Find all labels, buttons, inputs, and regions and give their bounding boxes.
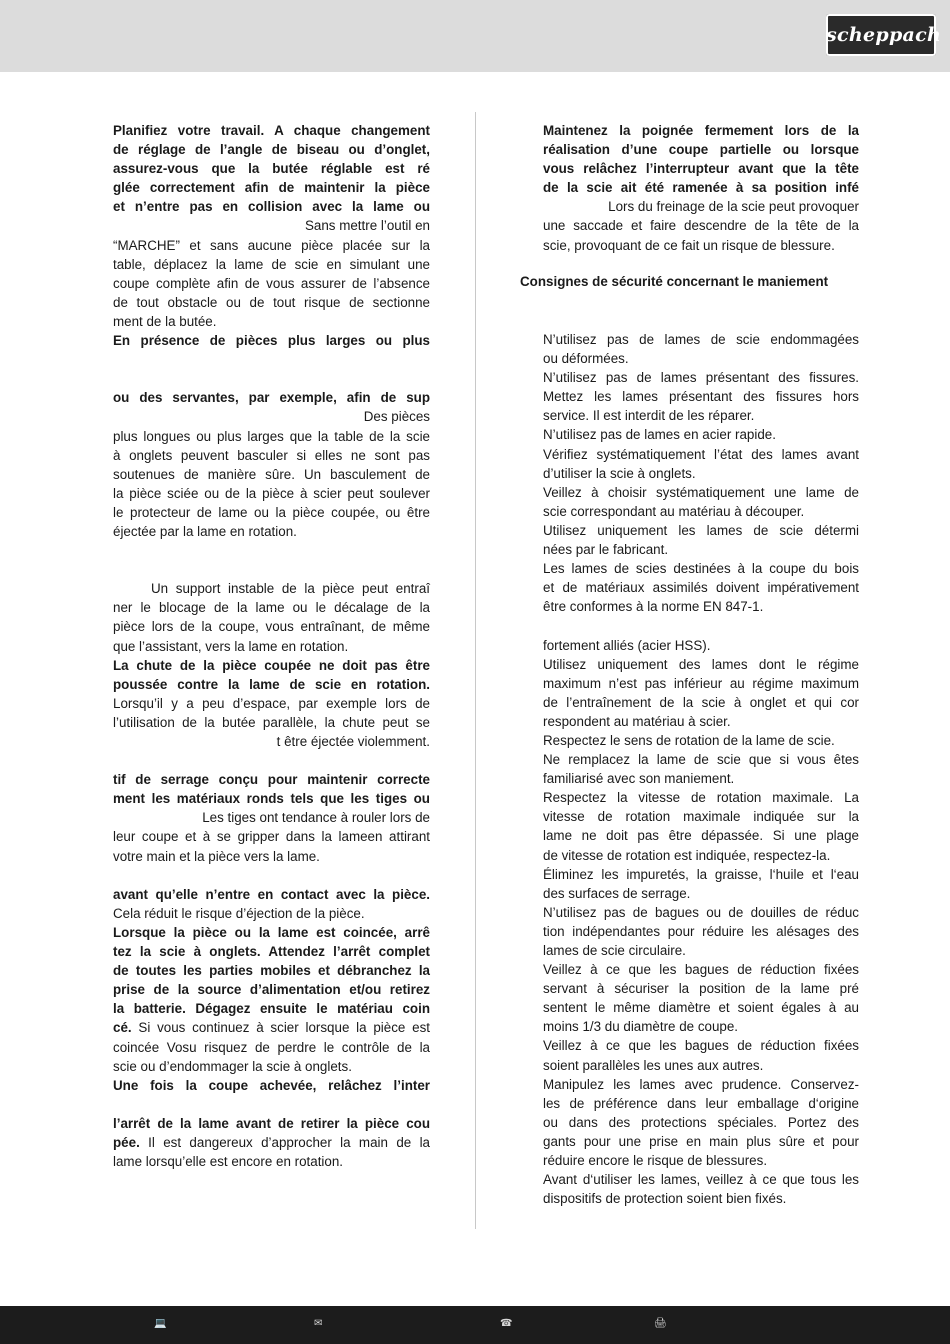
section-heading: Consignes de sécurité concernant le maniement [520,274,829,289]
left-column-line: plus longues ou plus larges que la table de la scie [113,428,430,444]
right-column-intro [543,121,859,255]
left-column [113,121,430,1171]
left-column-line: tez la scie à onglets. Attendez l’arrêt complet [113,944,430,960]
blade-list-line: scie correspondant au matériau à découper. [543,503,805,519]
blade-list-line: être conformes à la norme EN 847-1. [543,599,764,615]
right-intro-line: une saccade et faire descendre de la tête de la [543,218,859,234]
left-column-line: de tout obstacle ou de tout risque de sectionne [113,294,430,310]
blade-list-line: de vitesse de rotation est indiquée, respectez-la. [543,847,831,863]
blade-list-line: Utilisez uniquement les lames de scie détermi [543,522,859,538]
blade-list-line: servant à sécuriser la position de la lame pré [543,981,859,997]
left-column-line: t être éjectée violemment. [276,734,430,749]
blade-list-line: gants pour une prise en main plus sûre et pour [543,1133,859,1149]
left-column-line: de toutes les parties mobiles et débranchez la [113,963,430,979]
blade-list-line: vitesse de rotation maximale indiquée sur la [543,809,859,825]
left-column-line: que l’assistant, vers la lame en rotation. [113,638,349,654]
mail-icon: ✉ [314,1318,323,1329]
blade-list-line: Avant d‘utiliser les lames, veillez à ce que tous les [543,1172,859,1188]
left-column-line: poussée contre la lame de scie en rotation. [113,676,430,692]
footer-bar [0,1306,950,1344]
right-intro-line: Maintenez la poignée fermement lors de la [543,123,859,138]
left-column-line: Sans mettre l’outil en [304,218,430,234]
left-column-line: Une fois la coupe achevée, relâchez l’inter [113,1077,430,1093]
blade-list-line: N’utilisez pas de lames en acier rapide. [543,427,776,443]
left-column-line: prise de la source d’alimentation et/ou retirez [113,982,430,998]
left-column-line: scie ou d’endommager la scie à onglets. [113,1058,352,1074]
left-column-line: Lorsque la pièce ou la lame est coincée, arrê [113,924,430,940]
blade-list-line: ou dans des protections spéciales. Portez des [543,1114,859,1130]
left-column-line: coupe complète afin de vous assurer de l’absence [113,275,430,291]
blade-list-line: Ne remplacez la lame de scie que si vous êtes [543,752,859,768]
left-column-line: ment les matériaux ronds tels que les tiges ou [113,791,430,807]
right-intro-line: scie, provoquant de ce fait un risque de blessure. [543,237,835,253]
left-column-line: la batterie. Dégagez ensuite le matériau coin [113,1001,430,1017]
blade-list-line: N’utilisez pas de lames de scie endommagées [543,332,859,347]
brand-logo-text: scheppach [826,24,942,46]
right-intro-line: Lors du freinage de la scie peut provoquer [608,199,859,215]
blade-list-line: des surfaces de serrage. [543,885,691,901]
left-column-line: pée. Il est dangereux d’approcher la main de la [113,1134,430,1150]
left-column-line: éjectée par la lame en rotation. [113,523,297,539]
blade-list-line: soient parallèles les unes aux autres. [543,1057,764,1073]
left-column-line: Lorsqu’il y a peu d’espace, par exemple lors de [113,695,430,711]
left-column-line: Les tiges ont tendance à rouler lors de [202,810,430,826]
left-column-line: Des pièces [363,409,430,425]
left-column-line: glée correctement afin de maintenir la pièce [113,180,430,196]
blade-list-line: Manipulez les lames avec prudence. Conservez- [543,1076,859,1092]
blade-list-line: d’utiliser la scie à onglets. [543,465,696,481]
blade-list-line: Mettez les lames présentant des fissures hors [543,389,859,405]
blade-safety-list [543,330,859,1208]
blade-list-line: de l’entraînement de la scie à onglet et qui cor [543,694,859,710]
left-column-line: à onglets peuvent basculer si elles ne sont pas [113,447,430,463]
left-column-line: ment de la butée. [113,313,217,329]
fax-icon: 🖨 [654,1318,667,1329]
blade-list-line: Vérifiez systématiquement l’état des lames avant [543,446,859,462]
left-column-line: table, déplacez la lame de scie en simulant une [113,256,430,272]
left-column-line: leur coupe et à se gripper dans la lameen attirant [113,829,430,845]
blade-list-line: maximum n’est pas inférieur au régime maximum [543,675,859,691]
left-column-line: le protecteur de lame ou la pièce coupée, ou être [113,504,430,520]
left-column-line: cé. Si vous continuez à scier lorsque la pièce est [113,1020,430,1036]
left-column-line: tif de serrage conçu pour maintenir correcte [113,772,430,788]
left-column-line: Planifiez votre travail. A chaque changement [113,123,430,138]
left-column-line: “MARCHE” et sans aucune pièce placée sur la [113,237,430,253]
blade-list-line: ou déformées. [543,351,629,367]
blade-list-line: N’utilisez pas de lames présentant des fissures. [543,370,859,386]
left-column-line: pièce lors de la coupe, vous entraînant, de même [113,619,430,635]
blade-list-line: dispositifs de protection soient bien fixés. [543,1191,787,1207]
blade-list-line: respondent au matériau à scier. [543,713,731,729]
left-column-line: votre main et la pièce vers la lame. [113,848,320,864]
blade-list-line: Respectez le sens de rotation de la lame de scie. [543,732,835,748]
blade-list-line: Les lames de scies destinées à la coupe du bois [543,561,859,577]
left-column-line: Un support instable de la pièce peut entraî [151,581,430,597]
blade-list-line: Veillez à ce que les bagues de réduction fixées [543,1038,859,1054]
blade-list-line: Veillez à choisir systématiquement une lame de [543,484,859,500]
header-bar [0,0,950,72]
right-intro-line: réalisation d’une coupe partielle ou lorsque [543,142,859,158]
blade-list-line: N’utilisez pas de bagues ou de douilles de réduc [543,904,859,920]
computer-icon: 💻 [154,1318,167,1329]
blade-list-line: moins 1/3 du diamètre de coupe. [543,1019,739,1035]
column-divider [475,112,476,1229]
left-column-line: Cela réduit le risque d’éjection de la pièce. [113,905,365,921]
blade-list-line: tion indépendantes pour réduire les alésages des [543,923,859,939]
blade-list-line: lame ne doit pas être dépassée. Si une plage [543,828,859,844]
left-column-line: ner le blocage de la lame ou le décalage de la [113,600,430,616]
left-column-line: l’arrêt de la lame avant de retirer la pièce cou [113,1115,430,1131]
left-column-line: La chute de la pièce coupée ne doit pas être [113,657,430,673]
blade-list-line: Respectez la vitesse de rotation maximale. La [543,790,859,806]
blade-list-line: nées par le fabricant. [543,542,669,558]
blade-list-line: sentent le même diamètre et soient égales à au [543,1000,859,1016]
blade-list-line: fortement alliés (acier HSS). [543,637,711,653]
left-column-line: soutenues de manière sûre. Un basculement de [113,466,430,482]
brand-logo [826,14,942,56]
left-column-line: assurez-vous que la butée réglable est ré [113,161,430,177]
phone-icon: ☎ [500,1318,513,1329]
left-column-line: lame lorsqu’elle est encore en rotation. [113,1154,344,1170]
left-column-line: En présence de pièces plus larges ou plus [113,333,430,349]
blade-list-line: Veillez à ce que les bagues de réduction fixées [543,962,859,978]
blade-list-line: service. Il est interdit de les réparer. [543,408,755,424]
blade-list-line: Utilisez uniquement des lames dont le régime [543,656,859,672]
blade-list-line: les de préférence dans leur emballage d‘origine [543,1095,859,1111]
blade-list-line: Éliminez les impuretés, la graisse, l‘huile et l‘eau [543,866,859,882]
left-column-line: avant qu’elle n’entre en contact avec la pièce. [113,886,430,902]
left-column-line: de réglage de l’angle de biseau ou d’onglet, [113,142,430,158]
left-column-line: et n’entre pas en collision avec la lame ou [113,199,430,215]
right-intro-line: vous relâchez l’interrupteur avant que la tête [543,161,859,177]
left-column-line: coincée Vosu risquez de perdre le contrôle de la [113,1039,430,1055]
blade-list-line: lames de scie circulaire. [543,943,686,958]
right-intro-line: de la scie ait été ramenée à sa position infé [543,180,859,196]
left-column-line: ou des servantes, par exemple, afin de sup [113,390,430,406]
left-column-line: la pièce sciée ou de la pièce à scier peut soulever [113,485,430,501]
left-column-line: l’utilisation de la butée parallèle, la chute peut se [113,714,430,730]
blade-list-line: et de matériaux assimilés doivent impérativement [543,580,859,596]
blade-list-line: réduire encore le risque de blessures. [543,1153,768,1169]
blade-list-line: familiarisé avec son maniement. [543,771,735,787]
